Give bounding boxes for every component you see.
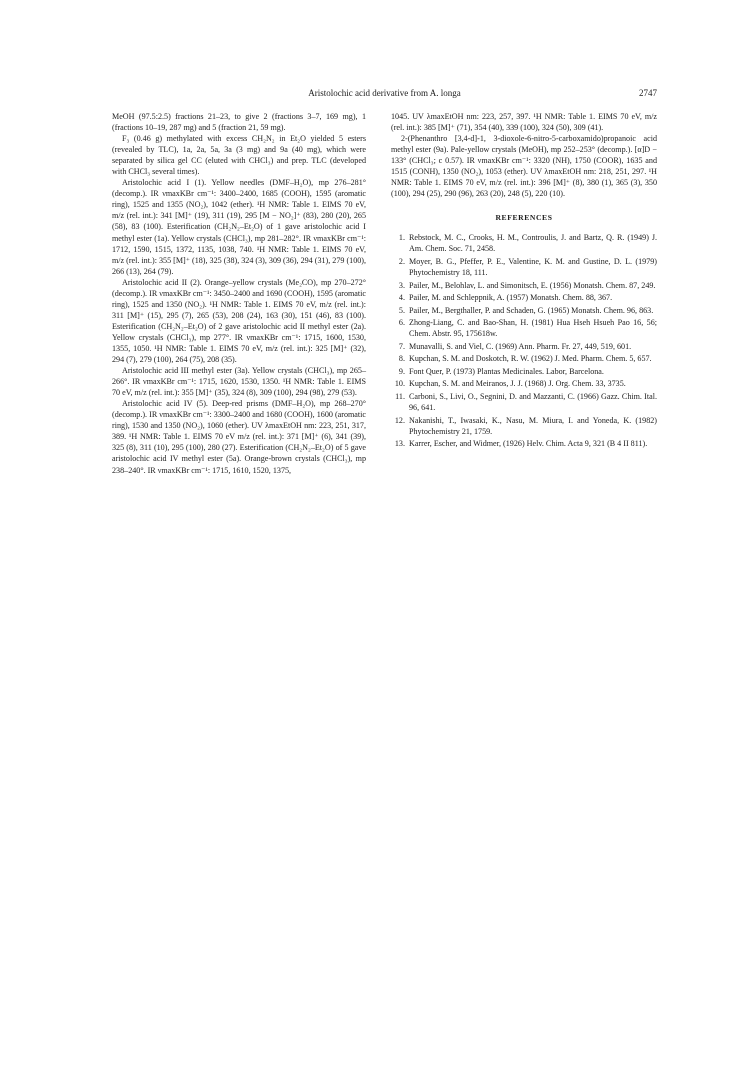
page-number: 2747	[639, 88, 657, 98]
reference-text: Munavalli, S. and Viel, C. (1969) Ann. Pharm. Fr. 27, 449, 519, 601.	[409, 341, 632, 351]
paragraph: Aristolochic acid II (2). Orange–yellow crystals (Me₂CO), mp 270–272° (decomp.). IR νmaxKBr cm⁻¹: 3450–2400 and 1690 (COOH), 1595 (aromatic ring), 1525 and 1350 (NO₂). ¹H NMR: Table 1. EIMS 70 eV, m/z (rel. int.): 311 [M]⁺ (15), 295 (7), 265 (53), 208 (24), 163 (30), 151 (46), 83 (100). Esterification (CH₂N₂–Et₂O) of 2 gave aristolochic acid II methyl ester (2a). Yellow crystals (CHCl₃), mp 277°. IR νmaxKBr cm⁻¹: 1715, 1600, 1530, 1355, 1050. ¹H NMR: Table 1. EIMS 70 eV, m/z (rel. int.): 325 [M]⁺ (32), 294 (7), 279 (100), 264 (75), 208 (35).	[112, 277, 366, 365]
reference-text: Kupchan, S. M. and Doskotch, R. W. (1962) J. Med. Pharm. Chem. 5, 657.	[409, 354, 652, 364]
reference-number: 8.	[398, 354, 405, 364]
reference-number: 12.	[394, 415, 405, 425]
paragraph: Aristolochic acid III methyl ester (3a). Yellow crystals (CHCl₃), mp 265–266°. IR νmaxKBr cm⁻¹: 1715, 1620, 1530, 1350. ¹H NMR: Table 1. EIMS 70 eV, m/z (rel. int.): 355 [M]⁺ (35), 324 (8), 309 (100), 294 (98), 279 (53).	[112, 366, 366, 398]
reference-text: Zhong-Liang, C. and Bao-Shan, H. (1981) Hua Hseh Hsueh Pao 16, 56; Chem. Abstr. 95, 175618w.	[409, 318, 657, 339]
reference-item	[391, 292, 657, 303]
reference-number: 13.	[394, 439, 405, 449]
reference-item	[391, 280, 657, 291]
reference-number: 9.	[398, 366, 405, 376]
reference-item	[391, 415, 657, 437]
reference-item	[391, 256, 657, 278]
reference-text: Pailer, M. and Schleppnik, A. (1957) Monatsh. Chem. 88, 367.	[409, 293, 613, 303]
running-title: Aristolochic acid derivative from A. longa	[308, 88, 461, 98]
paragraph: Aristolochic acid I (1). Yellow needles (DMF–H₂O), mp 276–281° (decomp.). IR νmaxKBr cm⁻¹: 3400–2400, 1685 (COOH), 1595 (aromatic ring), 1525 and 1355 (NO₂), 1042 (ether). ¹H NMR: Table 1. EIMS 70 eV, m/z (rel. int.): 341 [M]⁺ (19), 311 (19), 295 [M − NO₂]⁺ (83), 280 (20), 265 (58), 83 (100). Esterification (CH₂N₂–Et₂O) of 1 gave aristolochic acid I methyl ester (1a). Yellow crystals (CHCl₃), mp 281–282°. IR νmaxKBr cm⁻¹: 1712, 1590, 1515, 1372, 1135, 1038, 740. ¹H NMR: Table 1. EIMS 70 eV, m/z (rel. int.): 355 [M]⁺ (18), 325 (38), 324 (3), 309 (36), 294 (31), 279 (100), 266 (13), 264 (79).	[112, 178, 367, 276]
reference-number: 11.	[395, 392, 405, 402]
paragraph: Aristolochic acid IV (5). Deep-red prisms (DMF–H₂O), mp 268–270° (decomp.). IR νmaxKBr cm⁻¹: 3300–2400 and 1680 (COOH), 1600 (aromatic ring), 1530 and 1350 (NO₂), 1060 (ether). UV λmaxEtOH nm: 223, 251, 317, 389. ¹H NMR: Table 1. EIMS 70 eV m/z (rel. int.): 371 [M]⁺ (6), 341 (39), 325 (8), 311 (10), 295 (100), 280 (27). Esterification (CH₂N₂–Et₂O) of 5 gave aristolochic acid IV methyl ester (5a). Orange-brown crystals (CHCl₃), mp 238–240°. IR νmaxKBr cm⁻¹: 1715, 1610, 1520, 1375,	[112, 399, 366, 475]
reference-text: Font Quer, P. (1973) Plantas Medicinales. Labor, Barcelona.	[409, 366, 604, 376]
reference-item	[391, 378, 657, 389]
reference-number: 7.	[398, 341, 405, 351]
reference-number: 6.	[398, 318, 405, 328]
reference-item	[391, 391, 657, 413]
reference-number: 3.	[398, 280, 405, 290]
reference-item	[391, 353, 657, 364]
paragraph: 2-(Phenanthro [3,4-d]-1, 3-dioxole-6-nitro-5-carboxamido)propanoic acid methyl ester (9a). Pale-yellow crystals (MeOH), mp 252–253° (decomp.). [α]D − 133° (CHCl₃; c 0.57). IR νmaxKBr cm⁻¹: 3320 (NH), 1750 (COOR), 1635 and 1515 (CONH), 1350 (NO₂), 1053 (ether). UV λmaxEtOH nm: 218, 251, 297. ¹H NMR: Table 1. EIMS 70 eV, m/z (rel. int.): 396 [M]⁺ (8), 380 (1), 365 (3), 350 (100), 294 (25), 290 (96), 263 (20), 248 (5), 220 (10).	[391, 134, 657, 199]
reference-number: 5.	[398, 305, 405, 315]
left-column	[112, 111, 366, 476]
references-list	[391, 232, 657, 449]
reference-item	[391, 366, 657, 377]
right-column	[391, 111, 657, 451]
reference-number: 2.	[398, 257, 405, 267]
reference-number: 10.	[394, 379, 405, 389]
reference-text: Pailer, M., Bergthaller, P. and Schaden, G. (1965) Monatsh. Chem. 96, 863.	[409, 305, 654, 315]
reference-item	[391, 232, 657, 254]
reference-text: Karrer, Escher, and Widmer, (1926) Helv. Chim. Acta 9, 321 (B 4 II 811).	[409, 439, 648, 449]
reference-text: Rebstock, M. C., Crooks, H. M., Controulis, J. and Bartz, Q. R. (1949) J. Am. Chem. Soc. 71, 2458.	[409, 233, 657, 254]
reference-item	[391, 341, 657, 352]
paragraph: F₃ (0.46 g) methylated with excess CH₂N₂ in Et₂O yielded 5 esters (revealed by TLC), 1a, 2a, 5a, 3a (3 mg) and 9a (40 mg), which were separated by silica gel CC (eluted with CHCl₃) and prep. TLC (developed with CHCl₃ several times).	[112, 134, 366, 177]
reference-text: Moyer, B. G., Pfeffer, P. E., Valentine, K. M. and Gustine, D. L. (1979) Phytochemistry 18, 111.	[409, 257, 657, 278]
reference-item	[391, 305, 657, 316]
reference-item	[391, 438, 657, 449]
references-heading: REFERENCES	[495, 213, 553, 223]
running-head	[112, 88, 657, 102]
reference-item	[391, 317, 657, 339]
reference-text: Pailer, M., Belohlav, L. and Simonitsch, E. (1956) Monatsh. Chem. 87, 249.	[409, 280, 656, 290]
reference-text: Nakanishi, T., Iwasaki, K., Nasu, M. Miura, I. and Yoneda, K. (1982) Phytochemistry 21, 1759.	[409, 415, 657, 436]
reference-text: Carboni, S., Livi, O., Segnini, D. and Mazzanti, C. (1966) Gazz. Chim. Ital. 96, 641.	[409, 392, 657, 413]
reference-text: Kupchan, S. M. and Meiranos, J. J. (1968) J. Org. Chem. 33, 3735.	[409, 379, 626, 389]
paragraph: MeOH (97.5:2.5) fractions 21–23, to give 2 (fractions 3–7, 169 mg), 1 (fractions 10–19, 287 mg) and 5 (fraction 21, 59 mg).	[112, 112, 366, 133]
paragraph: 1045. UV λmaxEtOH nm: 223, 257, 397. ¹H NMR: Table 1. EIMS 70 eV, m/z (rel. int.): 385 [M]⁺ (71), 354 (40), 339 (100), 324 (50), 309 (41).	[391, 112, 657, 133]
reference-number: 1.	[398, 233, 405, 243]
reference-number: 4.	[398, 293, 405, 303]
